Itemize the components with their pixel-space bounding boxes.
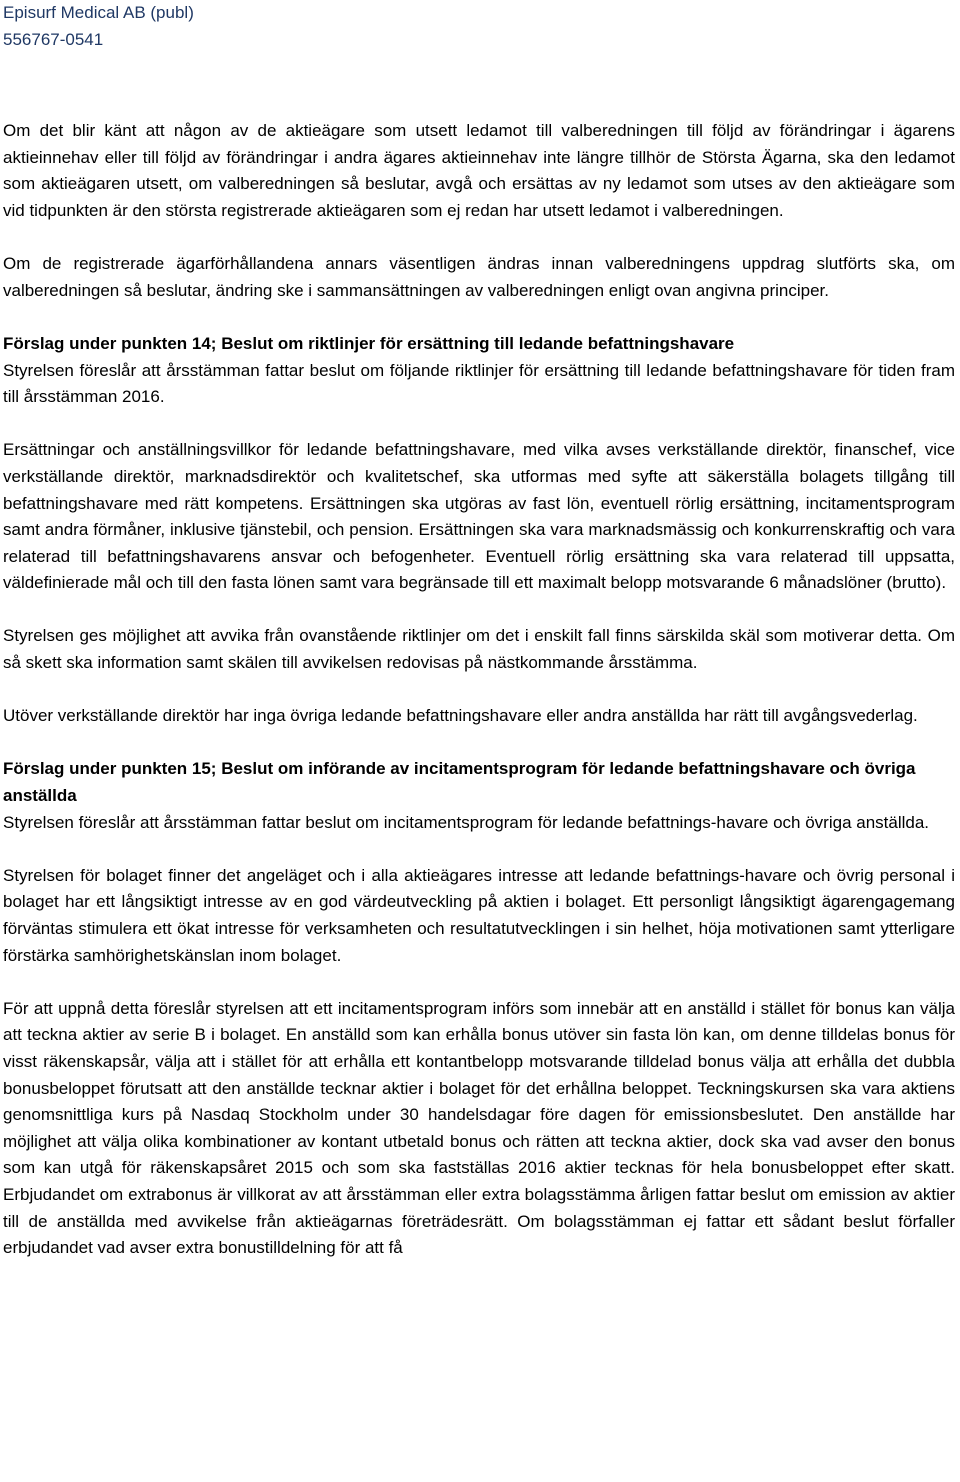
spacer [3, 225, 955, 252]
document-page [3, 0, 955, 1262]
paragraph-valberedning-change: Om det blir känt att någon av de aktieägare som utsett ledamot till valberedningen till följd av förändringar i ägarens aktieinnehav eller till följd av förändringar i andra ägares aktieinnehav inte längre tillhör de Största Ägarna, ska den ledamot som aktieägaren utsett, om valberedningen så beslutar, avgå och ersättas av ny ledamot som utses av den aktieägare som vid tidpunkten är den största registrerade aktieägaren som ej redan har utsett ledamot i valberedningen. [3, 121, 955, 220]
paragraph-ownership-change: Om de registrerade ägarförhållandena annars väsentligen ändras innan valberedningens uppdrag slutförts ska, om valberedningen så beslutar, ändring ske i sammansättningen av valberedningen enligt ovan angivna principer. [3, 254, 955, 300]
paragraph-proposal-14: Styrelsen föreslår att årsstämman fattar beslut om följande riktlinjer för ersättning till ledande befattningshavare för tiden fram till årsstämman 2016. [3, 360, 955, 407]
paragraph-compensation-terms: Ersättningar och anställningsvillkor för ledande befattningshavare, med vilka avses verkställande direktör, finanschef, vice verkställande direktör, marknadsdirektör och kvalitetschef, ska utformas med syfte att säkerställa bolagets tillgång till befattningshavare med rätt kompetens. Ersättningen ska utgöras av fast lön, eventuell rörlig ersättning, incitamentsprogram samt andra förmåner, inklusive tjänstebil, och pension. Ersättningen ska vara marknadsmässig och konkurrenskraftig och vara relaterad till befattningshavarens ansvar och befogenheter. Eventuell rörlig ersättning ska vara relaterad till uppsatta, väldefinierade mål och till den fasta lönen samt vara begränsade till ett maximalt belopp motsvarande 6 månadslöner (brutto). [3, 440, 955, 593]
paragraph-deviation: Styrelsen ges möjlighet att avvika från ovanstående riktlinjer om det i enskilt fall finns särskilda skäl som motiverar detta. Om så skett ska information samt skälen till avvikelsen redovisas på nästkommande årsstämma. [3, 626, 955, 673]
paragraph-proposal-15: Styrelsen föreslår att årsstämman fattar beslut om incitamentsprogram för ledande befattnings-havare och övriga anställda. [3, 812, 930, 832]
spacer [3, 597, 955, 624]
spacer [3, 969, 955, 996]
company-name: Episurf Medical AB (publ) [3, 3, 194, 22]
heading-item-14: Förslag under punkten 14; Beslut om riktlinjer för ersättning till ledande befattningshavare [3, 333, 735, 353]
spacer [3, 677, 955, 704]
spacer [3, 836, 955, 863]
paragraph-incentive-rationale: Styrelsen för bolaget finner det angeläget och i alla aktieägares intresse att ledande befattnings-havare och övrig personal i bolaget har ett långsiktigt intresse av en god värdeutveckling på aktien i bolaget. Ett personligt långsiktigt ägarengagemang förväntas stimulera ett ökat intresse för verksamheten och resultatutvecklingen i sin helhet, höja motivationen samt ytterligare förstärka samhörighetskänslan inom bolaget. [3, 865, 955, 965]
spacer [3, 53, 955, 118]
paragraph-incentive-details: För att uppnå detta föreslår styrelsen att ett incitamentsprogram införs som innebär att en anställd i stället för bonus kan välja att teckna aktier av serie B i bolaget. En anställd som kan erhålla bonus utöver sin fasta lön kan, om denne tilldelas bonus för visst räkenskapsår, välja att i stället för att erhålla ett kontantbelopp motsvarande tilldelad bonus välja att erhålla det dubbla bonusbeloppet förutsatt att den anställde tecknar aktier i bolaget för det erhållna beloppet. Teckningskursen ska vara aktiens genomsnittliga kurs på Nasdaq Stockholm under 30 handelsdagar före dagen för emissionsbeslutet. Den anställde har möjlighet att välja olika kombinationer av kontant utbetald bonus och rätten att teckna aktier, dock ska vad avser den bonus som kan utgå för räkenskapsåret 2015 och som ska fastställas 2016 aktier tecknas för hela bonusbeloppet efter skatt. Erbjudandet om extrabonus är villkorat av att årsstämman eller extra bolagsstämma årligen fattar beslut om emission av aktier till de anställda med avvikelse från aktieägarnas företrädesrätt. Om bolagsstämman ej fattar ett sådant beslut förfaller erbjudandet vad avser extra bonustilldelning för att få [3, 998, 955, 1258]
org-number: 556767-0541 [3, 29, 104, 49]
spacer [3, 411, 955, 438]
spacer [3, 730, 955, 757]
heading-item-15: Förslag under punkten 15; Beslut om införande av incitamentsprogram för ledande befattningshavare och övriga anställda [3, 759, 916, 806]
paragraph-severance: Utöver verkställande direktör har inga övriga ledande befattningshavare eller andra anställda har rätt till avgångsvederlag. [3, 706, 918, 726]
spacer [3, 304, 955, 331]
